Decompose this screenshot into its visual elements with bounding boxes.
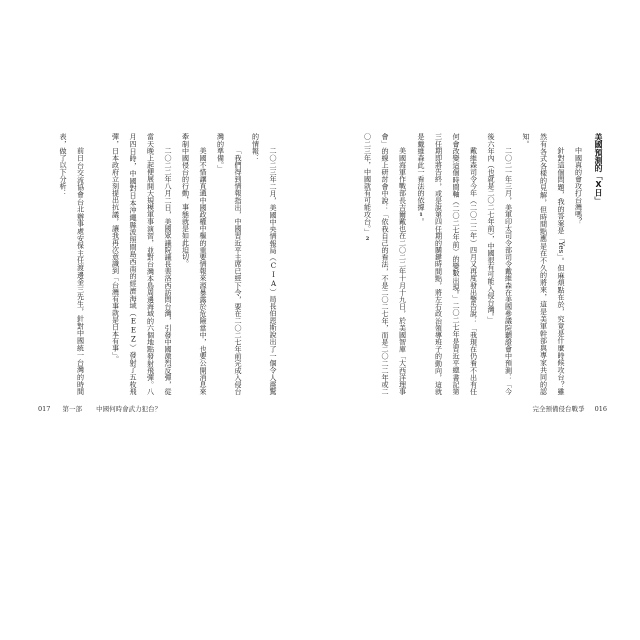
paragraph xyxy=(55,133,90,395)
footnote-marker[interactable]: 2 xyxy=(364,236,371,243)
paragraph xyxy=(518,133,571,395)
right-page-footer xyxy=(533,404,608,413)
paragraph-text: 針對這個問題，我的答案是「Yes」。但麻煩點在於，究竟是什麼時候攻台？雖然有各式各樣的見解，但時間點應是在不久的將來，這是美軍幹部與專家共同的認知。 xyxy=(522,133,566,395)
paragraph-text: 戴維森司令今年（二〇二二年）四月又再度發出警告說：「我現在仍看不出有任何會改變這個時間軸（二〇二七年前）的變數出現。」二〇二七年是習近平總書記第三任期即將告終，或是說第四任期的關鍵時間點，將左右政治領導班子的動向，這就是戴維森此一看法的依據 xyxy=(417,133,479,395)
upright-abbreviation: X xyxy=(594,179,603,189)
page-number: 017 xyxy=(38,405,51,413)
paragraph xyxy=(412,133,483,395)
running-title: 中國何時會武力犯台？ xyxy=(96,405,162,413)
paragraph-text: 「我們得到情報指出，中國習近平主席已經下令，要在二〇二七年前完成入侵台灣的準備。」 xyxy=(216,133,243,395)
paragraph-text: 美國不惜讓直通中國政權中樞的重要情報來源暴露於危險當中，也要公開消息來牽制中國侵台的行動，事態就是如此迫切。 xyxy=(181,133,208,395)
paragraph xyxy=(247,133,282,395)
upright-abbreviation: EEZ xyxy=(129,316,138,344)
paragraph xyxy=(570,133,588,395)
running-title: 完全預備侵台戰爭 xyxy=(532,405,585,413)
footnote-marker[interactable]: 1 xyxy=(418,211,424,218)
right-page-body xyxy=(363,133,607,395)
left-page-body xyxy=(54,133,282,395)
paragraph xyxy=(483,133,518,395)
paragraph-text: 中國真的會攻打台灣嗎？ xyxy=(574,147,584,225)
paragraph-text: 二〇二二年八月二日，美國眾議院議長裴洛西訪問台灣，引發中國激烈反彈，從當天晚上起便展開大規模軍事演習，並對台灣本島周邊海域的六個地點發射飛彈。八月四日時，中國對日本沖繩縣波照間島西南的經濟海域（EEZ）發射了五枚飛彈，日本政府立刻提出抗議，讓我再次意識到「台灣有事就是日本有事」。 xyxy=(111,133,173,395)
paragraph-text: 二〇二一年三月，美軍印太司令部司令戴維森在美國參議院聽證會中預測：「今後六年內（也就是二〇二七年前），中國很有可能入侵台灣。」 xyxy=(487,133,514,395)
section-heading xyxy=(590,133,608,395)
upright-abbreviation: CIA xyxy=(269,261,278,289)
left-page-footer xyxy=(38,404,161,413)
paragraph xyxy=(107,133,177,395)
paragraph-text: 前日台交流協會台北辦事處安保主任渡邊金三先生，針對中國統一台灣的時間表，做了以下分析： xyxy=(59,133,86,395)
paragraph-text: 二〇二三年二月，美國中央情報局（CIA）局長伯恩斯說出了一個令人震驚的情報： xyxy=(251,133,278,395)
running-part-label: 第一部 xyxy=(62,405,82,413)
paragraph-text: 美國海軍作戰部長吉爾戴也在二〇二二年十月十九日，於美國智庫「大西洋理事會」的線上研討會中說：「依我自己的看法，不是二〇二七年，而是二〇二二年或二〇二三年，中國就有可能攻台。」 xyxy=(363,133,408,395)
paragraph xyxy=(177,133,212,395)
paragraph xyxy=(358,133,412,395)
page-number: 016 xyxy=(594,405,607,413)
section-heading-text: 美國預測的「X日」 xyxy=(594,133,603,205)
quote-paragraph xyxy=(212,133,247,395)
paragraph-text-tail: 。 xyxy=(417,217,426,225)
